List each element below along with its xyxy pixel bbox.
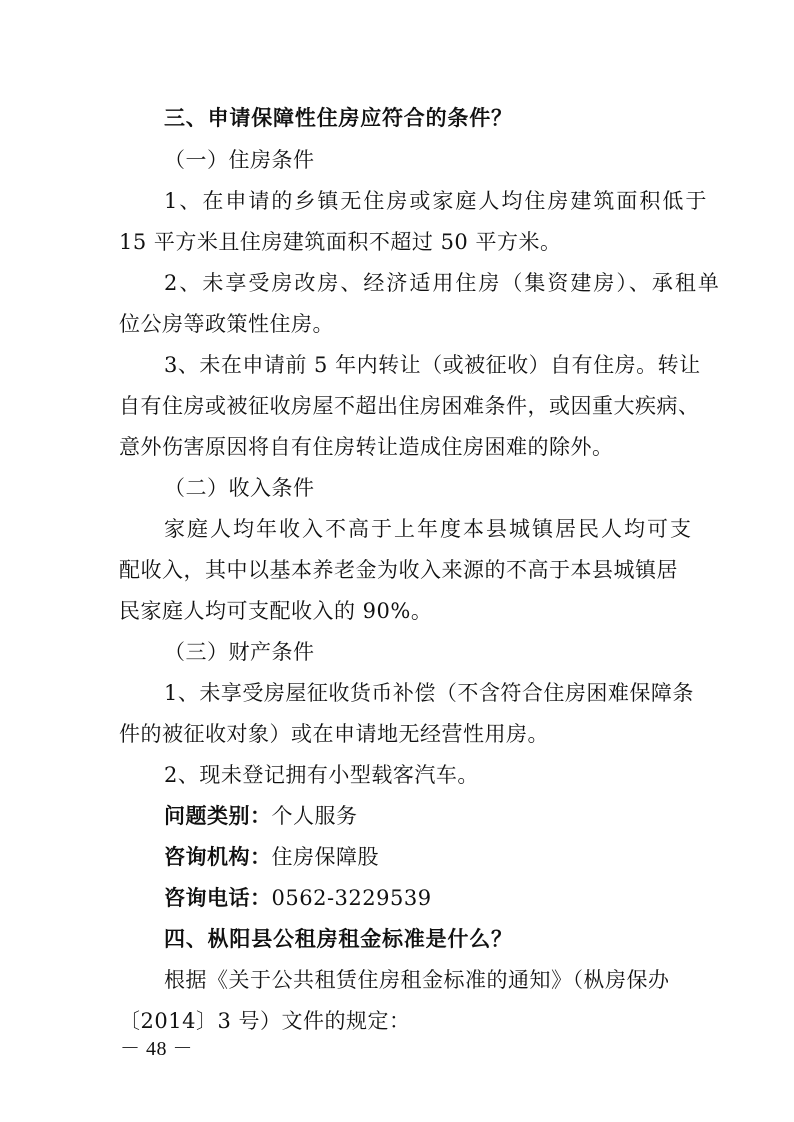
section4-heading: 四、枞阳县公租房租金标准是什么？ — [164, 927, 513, 951]
subsection1-item2-line2: 位公房等政策性住房。 — [119, 312, 334, 336]
section3-heading: 三、申请保障性住房应符合的条件？ — [164, 106, 513, 130]
subsection3-item1-line2: 件的被征收对象）或在申请地无经营性用房。 — [119, 722, 549, 746]
subsection2-title: （二）收入条件 — [164, 476, 315, 500]
subsection1-item3-line1: 3、未在申请前 5 年内转让（或被征收）自有住房。转让 — [164, 353, 701, 377]
subsection3-item1-line1: 1、未享受房屋征收货币补偿（不含符合住房困难保障条 — [164, 681, 694, 705]
subsection1-item3-line2: 自有住房或被征收房屋不超出住房困难条件，或因重大疾病、 — [119, 394, 700, 418]
subsection1-item1-line2: 15 平方米且住房建筑面积不超过 50 平方米。 — [119, 230, 562, 254]
phone-label: 咨询电话： — [164, 886, 272, 910]
subsection2-paragraph-line1: 家庭人均年收入不高于上年度本县城镇居民人均可支 — [164, 517, 693, 541]
subsection1-item2-line1: 2、未享受房改房、经济适用住房（集资建房）、承租单 — [164, 271, 721, 295]
phone-row — [164, 883, 432, 913]
category-row — [164, 801, 358, 831]
section4-paragraph-line2: 〔2014〕3 号）文件的规定： — [119, 1009, 411, 1033]
agency-label: 咨询机构： — [164, 845, 272, 869]
section4-paragraph-line1: 根据《关于公共租赁住房租金标准的通知》（枞房保办 — [164, 968, 670, 992]
subsection2-paragraph-line2: 配收入，其中以基本养老金为收入来源的不高于本县城镇居 — [119, 558, 678, 582]
agency-row — [164, 842, 379, 872]
subsection3-title: （三）财产条件 — [164, 640, 315, 664]
phone-value: 0562-3229539 — [271, 886, 432, 910]
subsection2-paragraph-line3: 民家庭人均可支配收入的 90%。 — [119, 599, 433, 623]
subsection1-item1-line1: 1、在申请的乡镇无住房或家庭人均住房建筑面积低于 — [164, 189, 709, 213]
subsection3-item2: 2、现未登记拥有小型载客汽车。 — [164, 763, 479, 787]
category-label: 问题类别： — [164, 804, 272, 828]
agency-value: 住房保障股 — [271, 845, 379, 869]
category-value: 个人服务 — [271, 804, 358, 828]
subsection1-item3-line3: 意外伤害原因将自有住房转让造成住房困难的除外。 — [119, 435, 614, 459]
subsection1-title: （一）住房条件 — [164, 148, 315, 172]
page-number: － 48 － — [120, 1038, 193, 1060]
